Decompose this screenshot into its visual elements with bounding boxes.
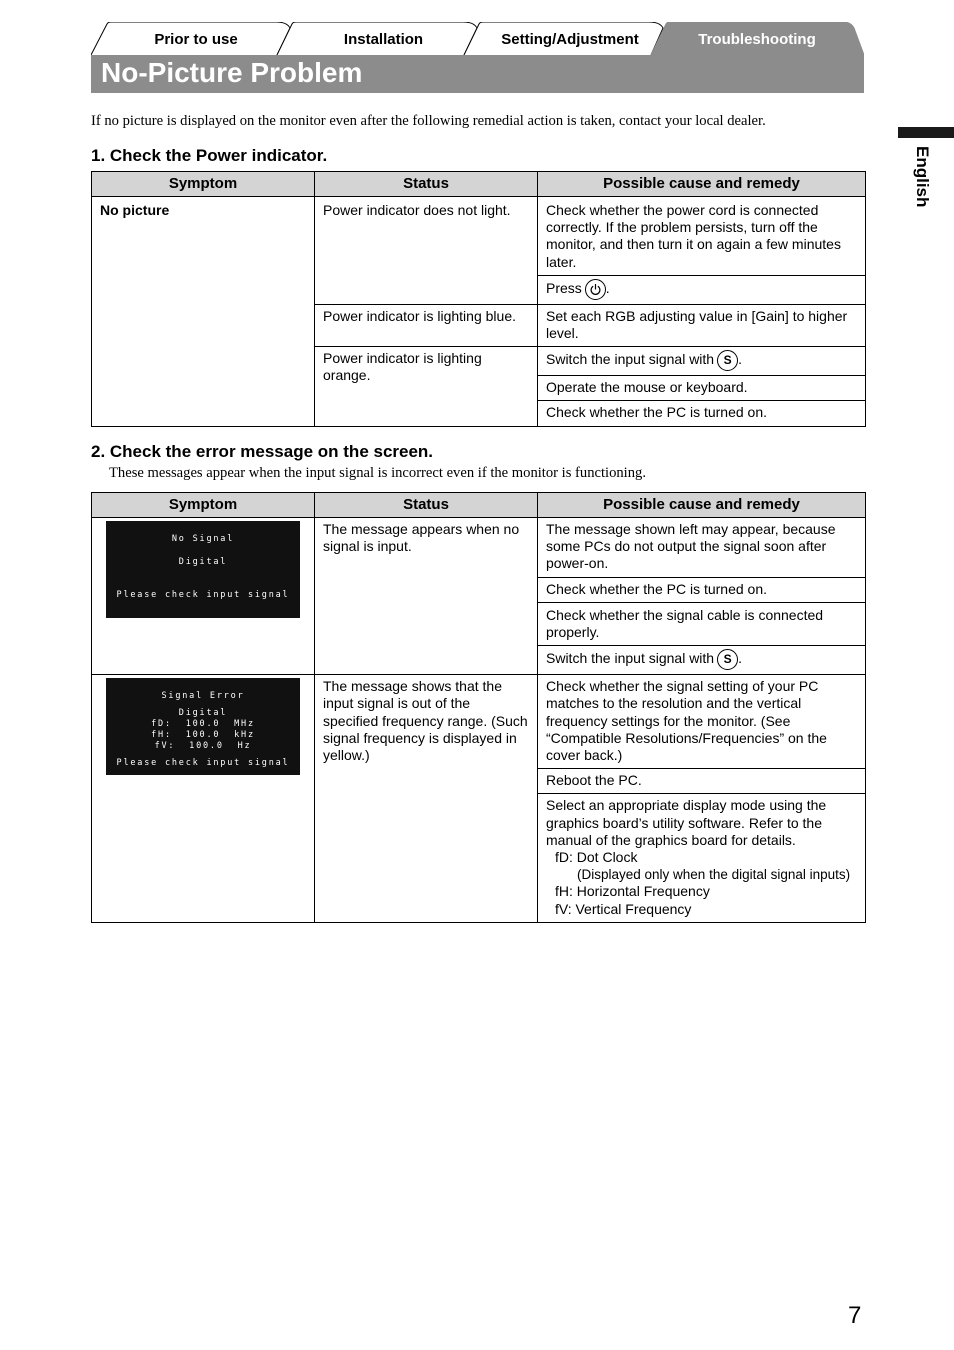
screen-line: Please check input signal (116, 758, 290, 769)
error-message-table (91, 492, 866, 923)
status-cell: The message appears when no signal is input. (315, 518, 538, 675)
status-cell: Power indicator is lighting blue. (315, 304, 538, 346)
remedy-cell: Check whether the PC is turned on. (538, 577, 866, 602)
tab-installation[interactable]: Installation (343, 31, 424, 48)
remedy-cell (538, 646, 866, 675)
status-cell: Power indicator is lighting orange. (315, 347, 538, 426)
title-bar (91, 55, 864, 93)
header-symptom: Symptom (92, 493, 315, 518)
table-row (92, 675, 866, 769)
symptom-image-cell (92, 675, 315, 923)
remedy-cell: Check whether the PC is turned on. (538, 401, 866, 426)
table-row (92, 518, 866, 578)
remedy-text: Press (546, 280, 582, 297)
symptom-no-picture: No picture (92, 197, 315, 427)
screen-line: Digital (178, 708, 228, 719)
header-status: Status (315, 172, 538, 197)
table-header-row (92, 493, 866, 518)
section2-subtext: These messages appear when the input signal is incorrect even if the monitor is functioning. (109, 465, 646, 481)
power-indicator-table (91, 171, 866, 427)
screen-line: Digital (178, 557, 228, 567)
tab-setting-adjustment[interactable]: Setting/Adjustment (501, 31, 639, 48)
remedy-cell: Set each RGB adjusting value in [Gain] to higher level. (538, 304, 866, 346)
status-cell: Power indicator does not light. (315, 197, 538, 305)
remedy-cell: The message shown left may appear, because some PCs do not output the signal soon after power-on. (538, 518, 866, 578)
language-label: English (913, 146, 932, 208)
fv-label: fV: Vertical Frequency (555, 900, 692, 917)
remedy-text: Select an appropriate display mode using the graphics board’s utility software. Refer to the manual of the graphics board for details. (546, 797, 827, 848)
remedy-cell: Reboot the PC. (538, 769, 866, 794)
tab-prior-to-use[interactable]: Prior to use (154, 31, 238, 48)
remedy-cell (538, 275, 866, 304)
header-symptom: Symptom (92, 172, 315, 197)
status-cell: The message shows that the input signal is out of the specified frequency range. (Such signal frequency is displayed in yellow.) (315, 675, 538, 923)
period: . (605, 280, 610, 297)
period: . (738, 351, 742, 368)
table-header-row (92, 172, 866, 197)
s-button-icon: S (717, 350, 738, 371)
screen-line: Signal Error (161, 691, 245, 702)
remedy-cell: Check whether the signal setting of your PC matches to the resolution and the vertical frequency settings for the monitor. (See “Compatible Resolutions/Frequencies” on the cover back.) (538, 675, 866, 769)
language-marker (898, 127, 954, 138)
power-icon (585, 279, 606, 300)
remedy-text: Switch the input signal with (546, 351, 715, 368)
screen-line: fD: 100.0 MHz (151, 719, 255, 730)
signal-error-screen (106, 678, 300, 775)
period: . (738, 650, 742, 667)
symptom-image-cell (92, 518, 315, 675)
remedy-text: Switch the input signal with (546, 650, 715, 667)
tab-bar (91, 22, 864, 55)
screen-line: fH: 100.0 kHz (151, 730, 255, 741)
header-remedy: Possible cause and remedy (538, 172, 866, 197)
remedy-cell (538, 794, 866, 922)
screen-line: Please check input signal (116, 590, 290, 600)
screen-line: fV: 100.0 Hz (154, 741, 252, 752)
section2-heading: 2. Check the error message on the screen. (91, 442, 434, 461)
section1-heading: 1. Check the Power indicator. (91, 146, 328, 165)
fh-label: fH: Horizontal Frequency (555, 883, 710, 900)
header-status: Status (315, 493, 538, 518)
remedy-cell: Check whether the signal cable is connected properly. (538, 602, 866, 645)
fd-label: fD: Dot Clock (555, 849, 638, 866)
page-number: 7 (848, 1302, 862, 1329)
tab-troubleshooting[interactable]: Troubleshooting (698, 31, 816, 48)
header-remedy: Possible cause and remedy (538, 493, 866, 518)
page-title: No-Picture Problem (101, 57, 363, 88)
remedy-cell: Check whether the power cord is connected correctly. If the problem persists, turn off the monitor, and then turn it on again a few minutes later. (538, 197, 866, 276)
no-signal-screen (106, 521, 300, 618)
s-button-icon: S (717, 649, 738, 670)
language-tab (906, 146, 934, 226)
remedy-cell: Operate the mouse or keyboard. (538, 376, 866, 401)
intro-text: If no picture is displayed on the monitor even after the following remedial action is taken, contact your local dealer. (91, 113, 766, 129)
table-row (92, 197, 866, 276)
screen-line: No Signal (171, 534, 235, 544)
remedy-cell (538, 347, 866, 376)
fd-note: (Displayed only when the digital signal inputs) (577, 867, 851, 883)
